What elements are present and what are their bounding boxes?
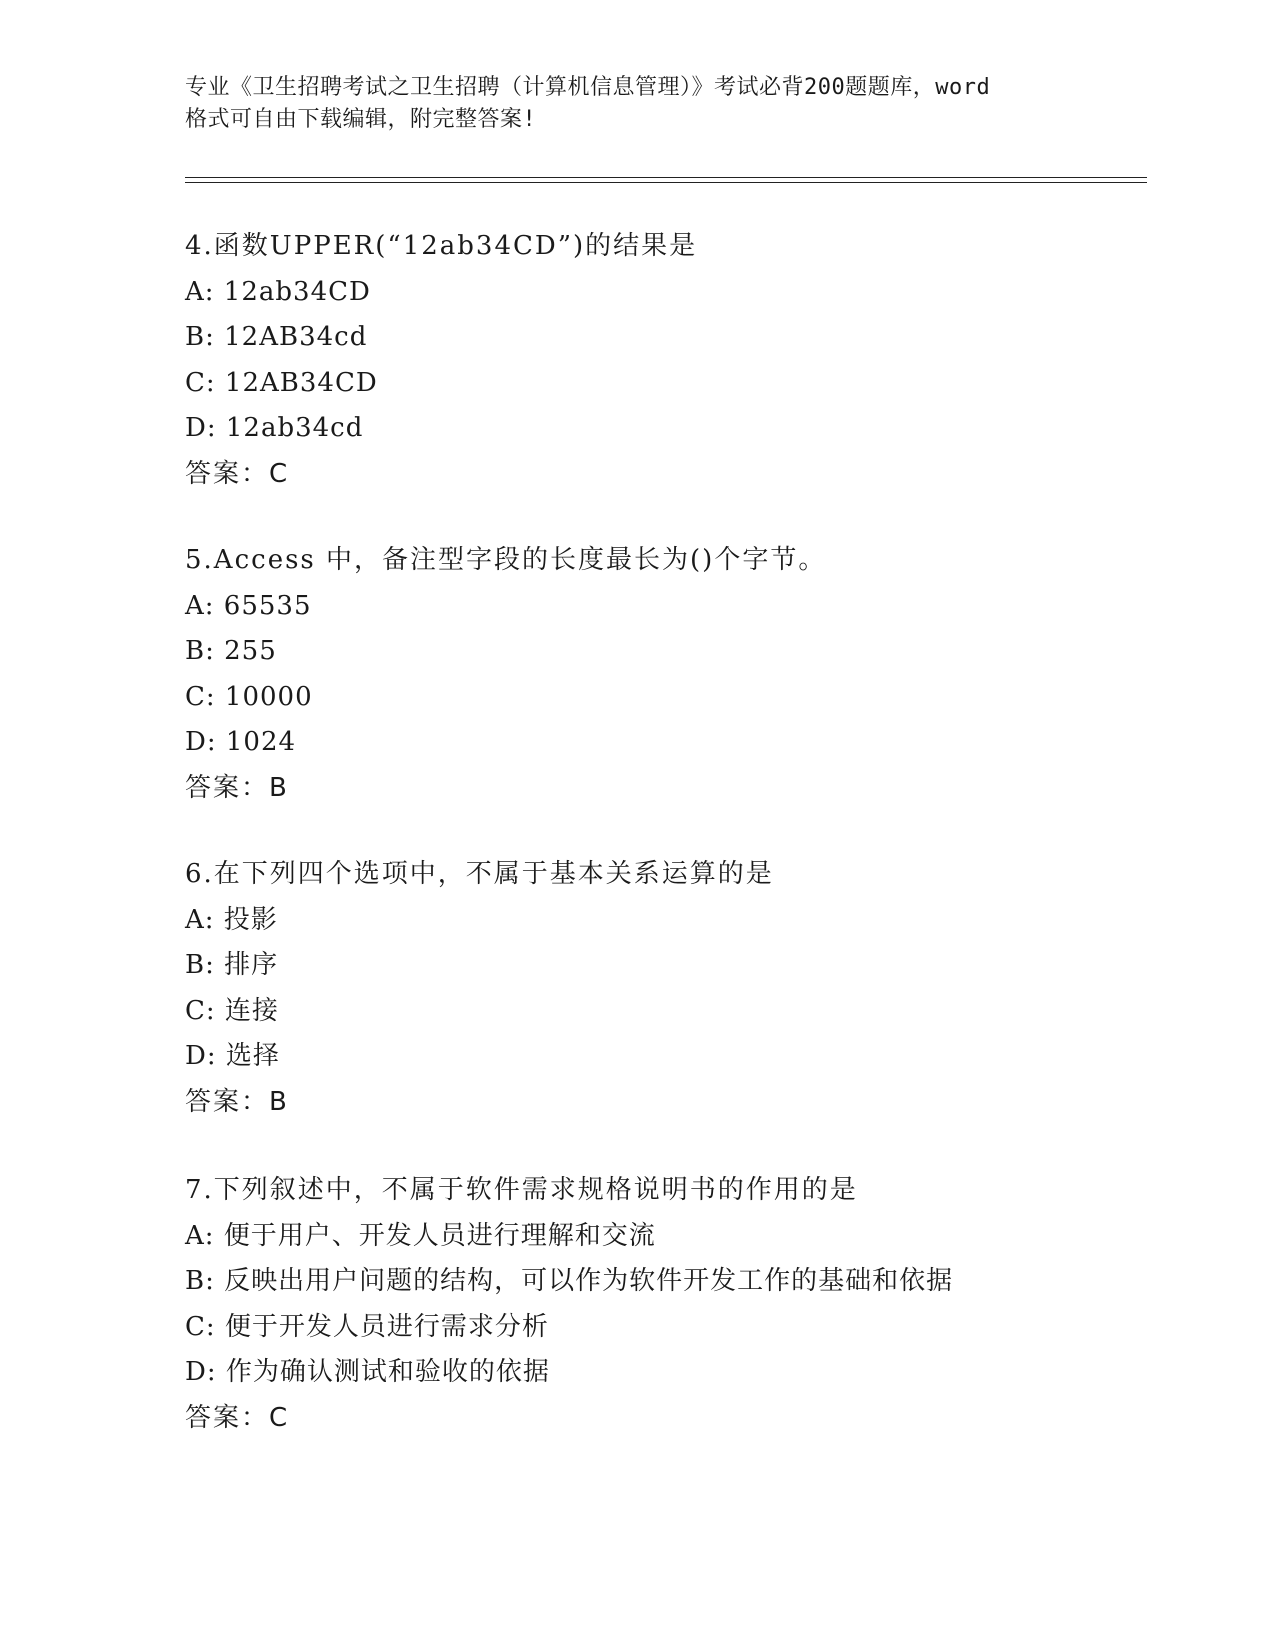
answer-line: 答案：B	[185, 772, 289, 803]
header-line-1: 专业《卫生招聘考试之卫生招聘（计算机信息管理）》考试必背200题题库，word	[185, 75, 991, 100]
option-a: A: 投影	[185, 904, 278, 935]
option-c: C: 便于开发人员进行需求分析	[185, 1311, 549, 1342]
option-d: D: 选择	[185, 1041, 280, 1071]
header-line-2: 格式可自由下载编辑，附完整答案!	[185, 107, 537, 132]
question-stem: 4.函数UPPER(“12ab34CD”)的结果是	[185, 231, 698, 261]
option-d: D: 作为确认测试和验收的依据	[185, 1357, 550, 1387]
option-a: A: 65535	[185, 590, 312, 621]
question-stem: 6.在下列四个选项中，不属于基本关系运算的是	[185, 859, 774, 889]
header-divider-top	[185, 177, 1147, 178]
option-a: A: 12ab34CD	[185, 276, 371, 307]
option-d: D: 1024	[185, 727, 297, 757]
question-block	[185, 538, 1165, 811]
option-c: C: 10000	[185, 681, 313, 712]
question-block	[185, 852, 1165, 1125]
answer-line: 答案：C	[185, 1402, 290, 1433]
question-stem: 7.下列叙述中，不属于软件需求规格说明书的作用的是	[185, 1175, 858, 1205]
option-c: C: 连接	[185, 995, 279, 1026]
answer-line: 答案：C	[185, 458, 290, 489]
option-b: B: 255	[185, 636, 277, 666]
option-d: D: 12ab34cd	[185, 413, 364, 443]
question-block	[185, 224, 1165, 497]
option-b: B: 排序	[185, 950, 279, 980]
option-b: B: 反映出用户问题的结构，可以作为软件开发工作的基础和依据	[185, 1266, 954, 1296]
document-header	[185, 72, 1085, 136]
answer-line: 答案：B	[185, 1086, 289, 1117]
option-b: B: 12AB34cd	[185, 322, 368, 352]
option-c: C: 12AB34CD	[185, 367, 378, 398]
header-divider-bottom	[185, 182, 1147, 183]
question-block	[185, 1168, 1165, 1441]
option-a: A: 便于用户、开发人员进行理解和交流	[185, 1220, 656, 1251]
question-stem: 5.Access 中，备注型字段的长度最长为()个字节。	[185, 545, 827, 575]
